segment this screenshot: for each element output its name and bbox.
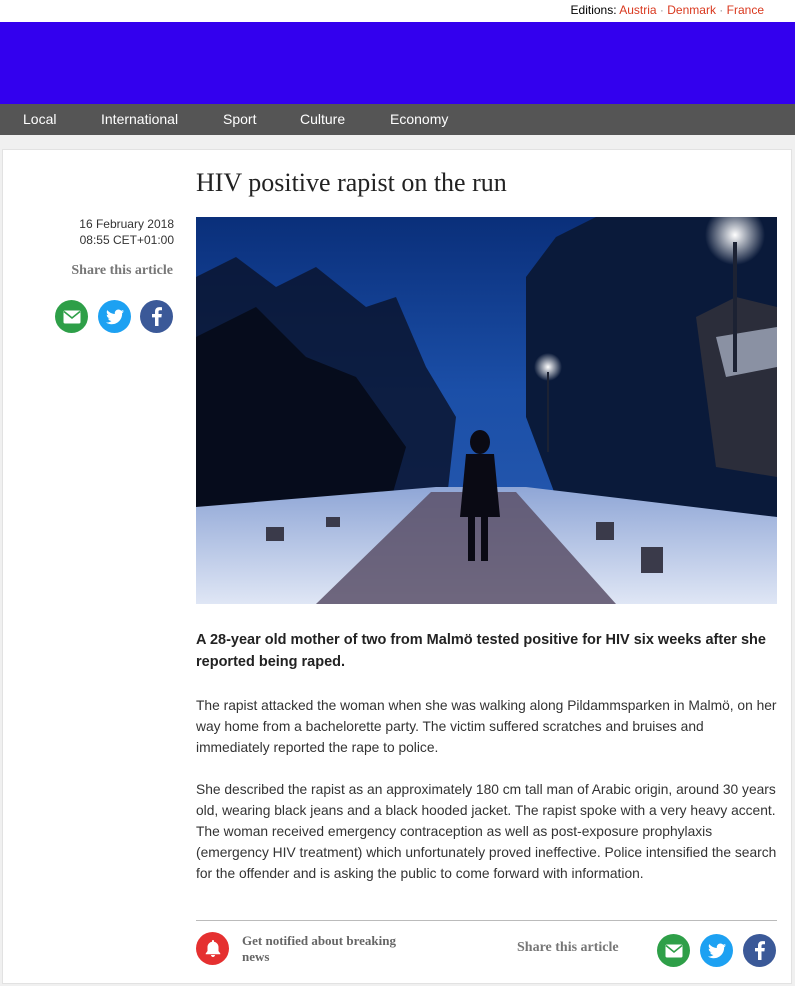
nav-item-culture[interactable]: Culture xyxy=(300,111,346,127)
share-facebook-button[interactable] xyxy=(140,300,173,333)
article-date-day: 16 February 2018 xyxy=(79,217,174,231)
share-facebook-button-bottom[interactable] xyxy=(743,934,776,967)
editions-list xyxy=(571,3,764,17)
footer-divider xyxy=(196,920,777,921)
envelope-icon xyxy=(665,944,683,958)
winter-night-photo xyxy=(196,217,777,604)
article-paragraph: She described the rapist as an approximately 180 cm tall man of Arabic origin, around 30 years old, wearing black jeans and a black hooded jacket. The rapist spoke with a very heavy accent. The woman received emergency contraception as well as post-exposure prophylaxis (emergency HIV treatment) which unfortunately proved ineffective. Police intensified the search for the offender and is asking the public to come forward with information. xyxy=(196,782,777,881)
article-date-time: 08:55 CET+01:00 xyxy=(79,233,174,247)
nav-item-sport[interactable]: Sport xyxy=(223,111,257,127)
edition-separator: · xyxy=(659,3,664,17)
share-label-top: Share this article xyxy=(71,263,173,278)
share-twitter-button-bottom[interactable] xyxy=(700,934,733,967)
share-label-bottom: Share this article xyxy=(517,940,619,955)
edition-separator: · xyxy=(719,3,724,17)
editions-bar xyxy=(0,0,795,22)
twitter-bird-icon xyxy=(106,309,124,325)
article-paragraph: The rapist attacked the woman when she was walking along Pildammsparken in Malmö, on her way home from a bachelorette party. The victim suffered scratches and bruises and immediately reported the rape to police. xyxy=(196,698,777,755)
header-banner xyxy=(0,22,795,104)
edition-link-france[interactable]: France xyxy=(726,3,764,17)
article-photo xyxy=(196,217,777,604)
share-twitter-button[interactable] xyxy=(98,300,131,333)
bell-icon xyxy=(205,940,221,958)
nav-item-local[interactable]: Local xyxy=(23,111,57,127)
article-lead: A 28-year old mother of two from Malmö tested positive for HIV six weeks after she reported being raped. xyxy=(196,632,766,670)
article-title: HIV positive rapist on the run xyxy=(196,168,507,197)
edition-link-denmark[interactable]: Denmark xyxy=(667,3,716,17)
main-nav xyxy=(0,104,795,135)
editions-label: Editions: xyxy=(570,3,617,17)
nav-item-economy[interactable]: Economy xyxy=(390,111,449,127)
notify-button[interactable] xyxy=(196,932,229,965)
facebook-f-icon xyxy=(152,307,162,326)
notify-label[interactable]: Get notified about breaking news xyxy=(242,933,396,964)
facebook-f-icon xyxy=(755,941,765,960)
share-email-button[interactable] xyxy=(55,300,88,333)
nav-item-international[interactable]: International xyxy=(101,111,179,127)
envelope-icon xyxy=(63,310,81,324)
share-email-button-bottom[interactable] xyxy=(657,934,690,967)
edition-link-austria[interactable]: Austria xyxy=(619,3,657,17)
twitter-bird-icon xyxy=(708,943,726,959)
article-date xyxy=(0,216,174,248)
